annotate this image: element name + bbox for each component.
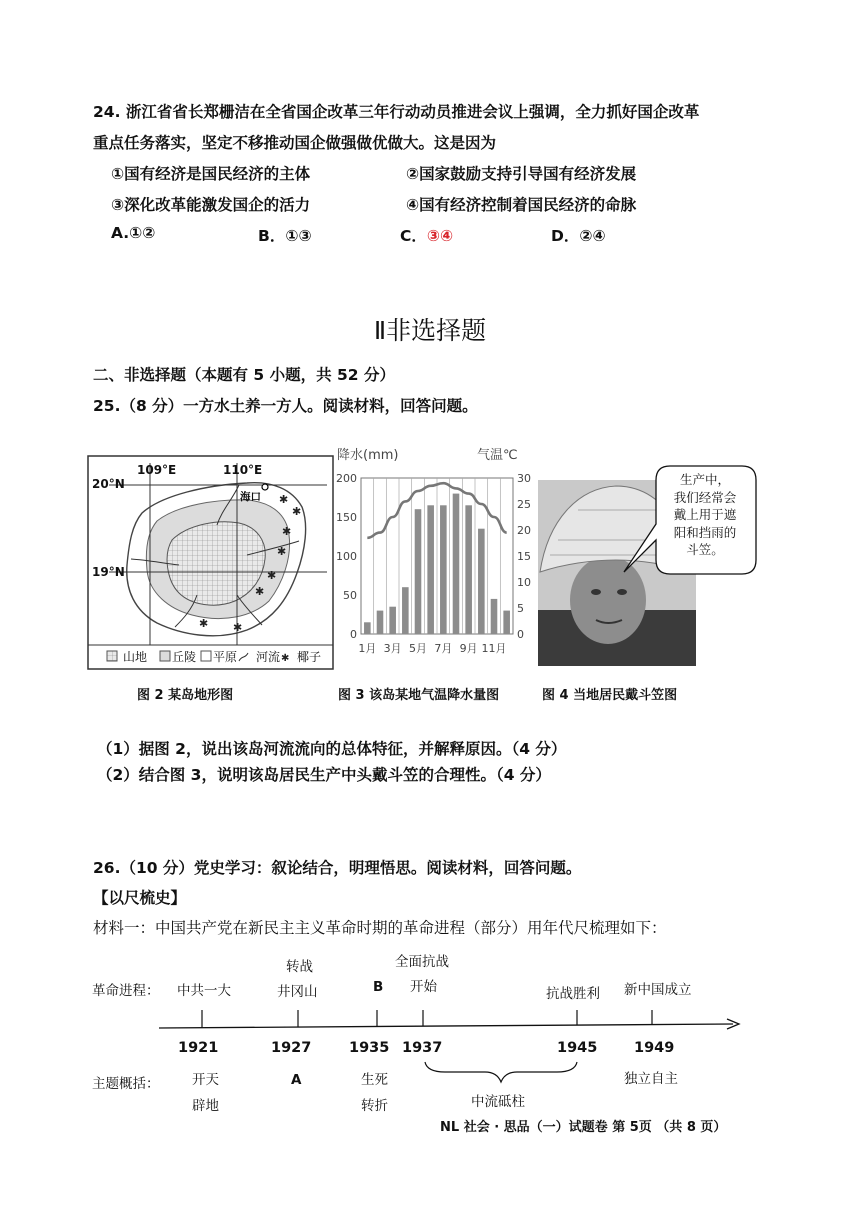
legend-plain: 平原 (213, 650, 238, 664)
precipitation-bar (478, 529, 485, 634)
map-lat-19: 19°N (92, 565, 125, 579)
q24-option-a: A.①② (111, 224, 156, 242)
q24-statement-4: ④国有经济控制着国民经济的命脉 (406, 196, 637, 214)
figure-2-caption: 图 2 某岛地形图 (137, 688, 234, 703)
svg-text:✱: ✱ (267, 569, 277, 582)
speech-line-4: 阳和挡雨的 (673, 524, 737, 540)
q24-option-b: B．①③ (258, 227, 312, 245)
theme-1935-line-1: 生死 (361, 1072, 388, 1088)
left-axis-tick-label: 50 (343, 589, 357, 602)
precipitation-bar (415, 509, 422, 634)
q24-option-c (400, 224, 453, 246)
precipitation-bar (453, 494, 460, 634)
figure-3-caption: 图 3 该岛某地气温降水量图 (338, 688, 500, 703)
right-axis-tick-label: 5 (517, 602, 524, 615)
figure-4-caption: 图 4 当地居民戴斗笠图 (542, 688, 678, 703)
legend-river: 河流 (256, 650, 281, 664)
svg-text:✱: ✱ (277, 545, 287, 558)
right-axis-tick-label: 10 (517, 576, 531, 589)
event-1937-top-2: 开始 (410, 979, 437, 995)
q26-material-1: 材料一：中国共产党在新民主主义革命时期的革命进程（部分）用年代尺梳理如下： (93, 919, 667, 937)
year-1937: 1937 (402, 1040, 443, 1056)
x-axis-tick-label: 7月 (434, 642, 453, 655)
chart-left-axis-label: 降水(mm) (337, 448, 399, 463)
x-axis-tick-label: 9月 (459, 642, 478, 655)
precipitation-bar (377, 611, 384, 634)
event-1945-top: 抗战胜利 (546, 986, 600, 1002)
q24-option-c-prefix: C． (400, 227, 427, 245)
x-axis-tick-label: 1月 (358, 642, 377, 655)
theme-brace-label: 中流砥柱 (471, 1094, 525, 1110)
theme-1935-line-2: 转折 (361, 1098, 388, 1114)
left-axis-tick-label: 150 (336, 511, 357, 524)
q24-option-d: D．②④ (551, 227, 606, 245)
year-1921: 1921 (178, 1040, 219, 1056)
year-1935: 1935 (349, 1040, 390, 1056)
svg-text:✱: ✱ (292, 505, 302, 518)
right-axis-tick-label: 30 (517, 472, 531, 485)
speech-line-1: 生产中， (679, 472, 730, 487)
legend-mountain: 山地 (123, 650, 148, 664)
theme-1921-line-1: 开天 (192, 1072, 219, 1088)
q24-stem-line2: 重点任务落实，坚定不移推动国企做强做优做大。这是因为 (93, 134, 497, 152)
precipitation-bar (440, 505, 447, 634)
x-axis-tick-label: 11月 (481, 642, 507, 655)
left-axis-tick-label: 100 (336, 550, 357, 563)
legend-hill: 丘陵 (172, 650, 197, 664)
legend-coconut: 椰子 (297, 650, 322, 664)
q24-statement-3: ③深化改革能激发国企的活力 (111, 196, 311, 214)
precipitation-bar (503, 611, 510, 634)
precipitation-bar (364, 622, 371, 634)
section-title: Ⅱ非选择题 (373, 316, 487, 345)
svg-text:✱: ✱ (255, 585, 265, 598)
map-lon-109: 109°E (137, 463, 177, 477)
event-1949-top: 新中国成立 (624, 982, 692, 998)
theme-1921-line-2: 辟地 (192, 1098, 219, 1114)
right-axis-tick-label: 0 (517, 628, 524, 641)
event-1927-top-1: 转战 (286, 959, 313, 975)
year-1927: 1927 (271, 1040, 312, 1056)
right-axis-tick-label: 20 (517, 524, 531, 537)
event-1921-top: 中共一大 (177, 983, 231, 999)
chart-right-axis-label: 气温℃ (477, 448, 518, 463)
theme-1949: 独立自主 (624, 1071, 678, 1087)
q24-statement-1: ①国有经济是国民经济的主体 (111, 165, 311, 183)
page-footer: NL 社会 · 思品（一）试题卷 第 5页 （共 8 页） (440, 1120, 727, 1135)
precipitation-bar (402, 587, 409, 634)
q24-statement-2: ②国家鼓励支持引导国有经济发展 (406, 165, 637, 183)
left-axis-tick-label: 0 (350, 628, 357, 641)
year-1945: 1945 (557, 1040, 598, 1056)
left-axis-tick-label: 200 (336, 472, 357, 485)
year-1949: 1949 (634, 1040, 675, 1056)
precipitation-bar (491, 599, 498, 634)
climate-chart (333, 466, 538, 666)
precipitation-bar (427, 505, 434, 634)
timeline-row-label-theme: 主题概括： (92, 1076, 160, 1092)
map-lon-110: 110°E (223, 463, 263, 477)
q24-stem-line1: 24. 浙江省省长郑栅洁在全省国企改革三年行动动员推进会议上强调，全力抓好国企改革 (93, 103, 700, 121)
svg-text:✱: ✱ (279, 493, 289, 506)
right-axis-tick-label: 25 (517, 498, 531, 511)
q24-option-c-answer: ③④ (426, 227, 454, 245)
section-subtitle: 二、非选择题（本题有 5 小题，共 52 分） (93, 366, 395, 384)
speech-line-2: 我们经常会 (673, 489, 737, 505)
svg-text:✱: ✱ (281, 653, 290, 664)
map-lat-20: 20°N (92, 477, 125, 491)
event-1937-top-1: 全面抗战 (395, 954, 449, 970)
q26-bracket-heading: 【以尺梳史】 (93, 889, 187, 907)
right-axis-tick-label: 15 (517, 550, 531, 563)
precipitation-bar (465, 505, 472, 634)
q25-stem: 25.（8 分）一方水土养一方人。阅读材料，回答问题。 (93, 397, 478, 415)
x-axis-tick-label: 5月 (409, 642, 427, 655)
svg-text:✱: ✱ (199, 617, 209, 630)
event-1935-top: B (373, 979, 384, 995)
speech-line-3: 戴上用于遮 (673, 507, 737, 522)
q25-subquestion-1: （1）据图 2，说出该岛河流流向的总体特征，并解释原因。（4 分） (97, 740, 567, 758)
q26-stem: 26.（10 分）党史学习：叙论结合，明理悟思。阅读材料，回答问题。 (93, 859, 582, 877)
precipitation-bar (389, 607, 396, 634)
x-axis-tick-label: 3月 (383, 642, 402, 655)
theme-1927: A (291, 1072, 302, 1088)
timeline-row-label-process: 革命进程： (92, 983, 160, 999)
speech-line-5: 斗笠。 (686, 542, 724, 557)
q25-subquestion-2: （2）结合图 3，说明该岛居民生产中头戴斗笠的合理性。（4 分） (97, 766, 551, 784)
svg-text:✱: ✱ (233, 621, 243, 634)
event-1927-top-2: 井冈山 (277, 984, 318, 1000)
svg-text:✱: ✱ (282, 525, 292, 538)
speech-bubble-text (658, 471, 752, 559)
map-city-haikou: 海口 (240, 491, 261, 503)
